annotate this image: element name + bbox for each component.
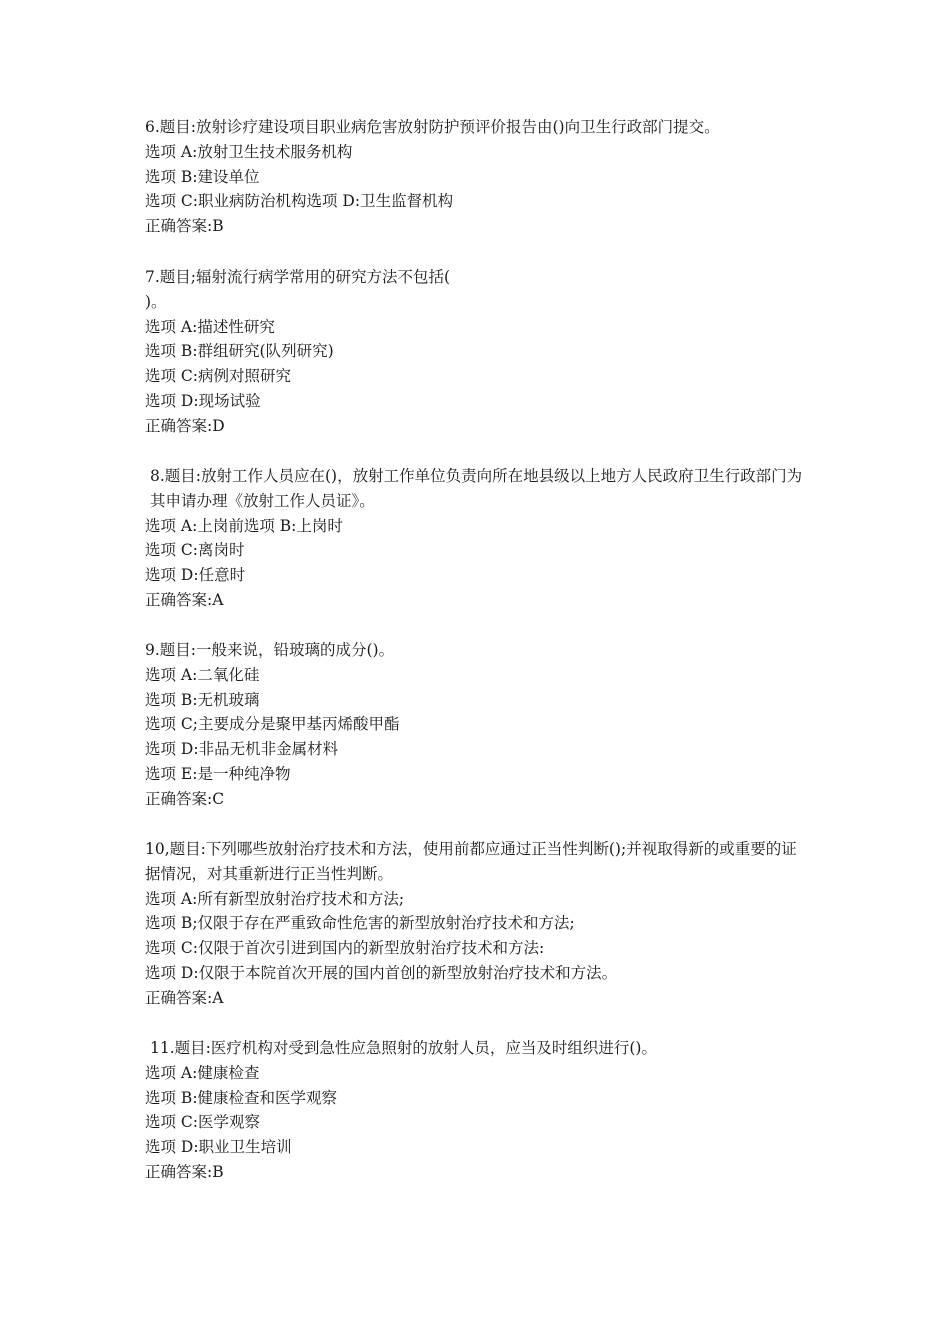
option-c: 选项 C:医学观察 xyxy=(145,1113,261,1132)
question-stem: 10,题目:下列哪些放射治疗技术和方法，使用前都应通过正当性判断();并视取得新的或重要的证据情况，对其重新进行正当性判断。 xyxy=(145,840,797,883)
option-a: 选项 A:二氧化硅 xyxy=(145,665,260,684)
correct-answer: 正确答案:C xyxy=(145,789,225,808)
option-b: 选项 B:无机玻璃 xyxy=(145,690,260,709)
option-d: 选项 D:现场试验 xyxy=(145,391,261,410)
correct-answer: 正确答案:B xyxy=(145,1162,224,1181)
option-d: 选项 D:仅限于本院首次开展的国内首创的新型放射治疗技术和方法。 xyxy=(145,963,618,982)
question-stem: 11.题目:医疗机构对受到急性应急照射的放射人员，应当及时组织进行()。 xyxy=(150,1039,657,1057)
option-e: 选项 E:是一种纯净物 xyxy=(145,764,291,783)
option-b: 选项 B:健康检查和医学观察 xyxy=(145,1088,338,1107)
question-11 xyxy=(145,1036,815,1185)
correct-answer: 正确答案:B xyxy=(145,217,224,236)
question-9 xyxy=(145,638,815,812)
option-a: 选项 A:所有新型放射治疗技术和方法; xyxy=(145,889,405,908)
option-d: 选项 D:非品无机非金属材料 xyxy=(145,740,339,759)
option-c-d: 选项 C:职业病防治机构选项 D:卫生监督机构 xyxy=(145,192,454,211)
question-stem: 6.题目:放射诊疗建设项目职业病危害放射防护预评价报告由()向卫生行政部门提交。 xyxy=(145,118,720,136)
option-a: 选项 A:放射卫生技术服务机构 xyxy=(145,142,353,161)
option-b: 选项 B:群组研究(队列研究) xyxy=(145,342,334,361)
question-6 xyxy=(145,115,815,239)
question-stem: 7.题目;辐射流行病学常用的研究方法不包括( xyxy=(145,268,451,286)
option-c: 选项 C;主要成分是聚甲基丙烯酸甲酯 xyxy=(145,715,400,734)
option-a: 选项 A:描述性研究 xyxy=(145,317,275,336)
option-d: 选项 D:职业卫生培训 xyxy=(145,1138,292,1157)
option-c: 选项 C:病例对照研究 xyxy=(145,367,292,386)
option-a: 选项 A:健康检查 xyxy=(145,1063,260,1082)
correct-answer: 正确答案:A xyxy=(145,590,224,609)
option-c: 选项 C:仅限于首次引进到国内的新型放射治疗技术和方法: xyxy=(145,939,545,958)
question-10 xyxy=(145,837,815,1011)
correct-answer: 正确答案:A xyxy=(145,988,224,1007)
question-stem: 9.题目:一般来说，铅玻璃的成分()。 xyxy=(145,641,395,659)
option-c: 选项 C:离岗时 xyxy=(145,541,245,560)
question-stem: 8.题目:放射工作人员应在()，放射工作单位负责向所在地县级以上地方人民政府卫生行政部门为其申请办理《放射工作人员证》。 xyxy=(150,467,803,510)
option-a-b: 选项 A:上岗前选项 B:上岗时 xyxy=(145,516,343,535)
correct-answer: 正确答案:D xyxy=(145,416,225,435)
question-stem-continued: )。 xyxy=(145,292,167,311)
question-7 xyxy=(145,265,815,439)
option-d: 选项 D:任意时 xyxy=(145,566,246,585)
question-8 xyxy=(145,464,815,613)
option-b: 选项 B;仅限于存在严重致命性危害的新型放射治疗技术和方法; xyxy=(145,914,575,933)
option-b: 选项 B:建设单位 xyxy=(145,167,260,186)
